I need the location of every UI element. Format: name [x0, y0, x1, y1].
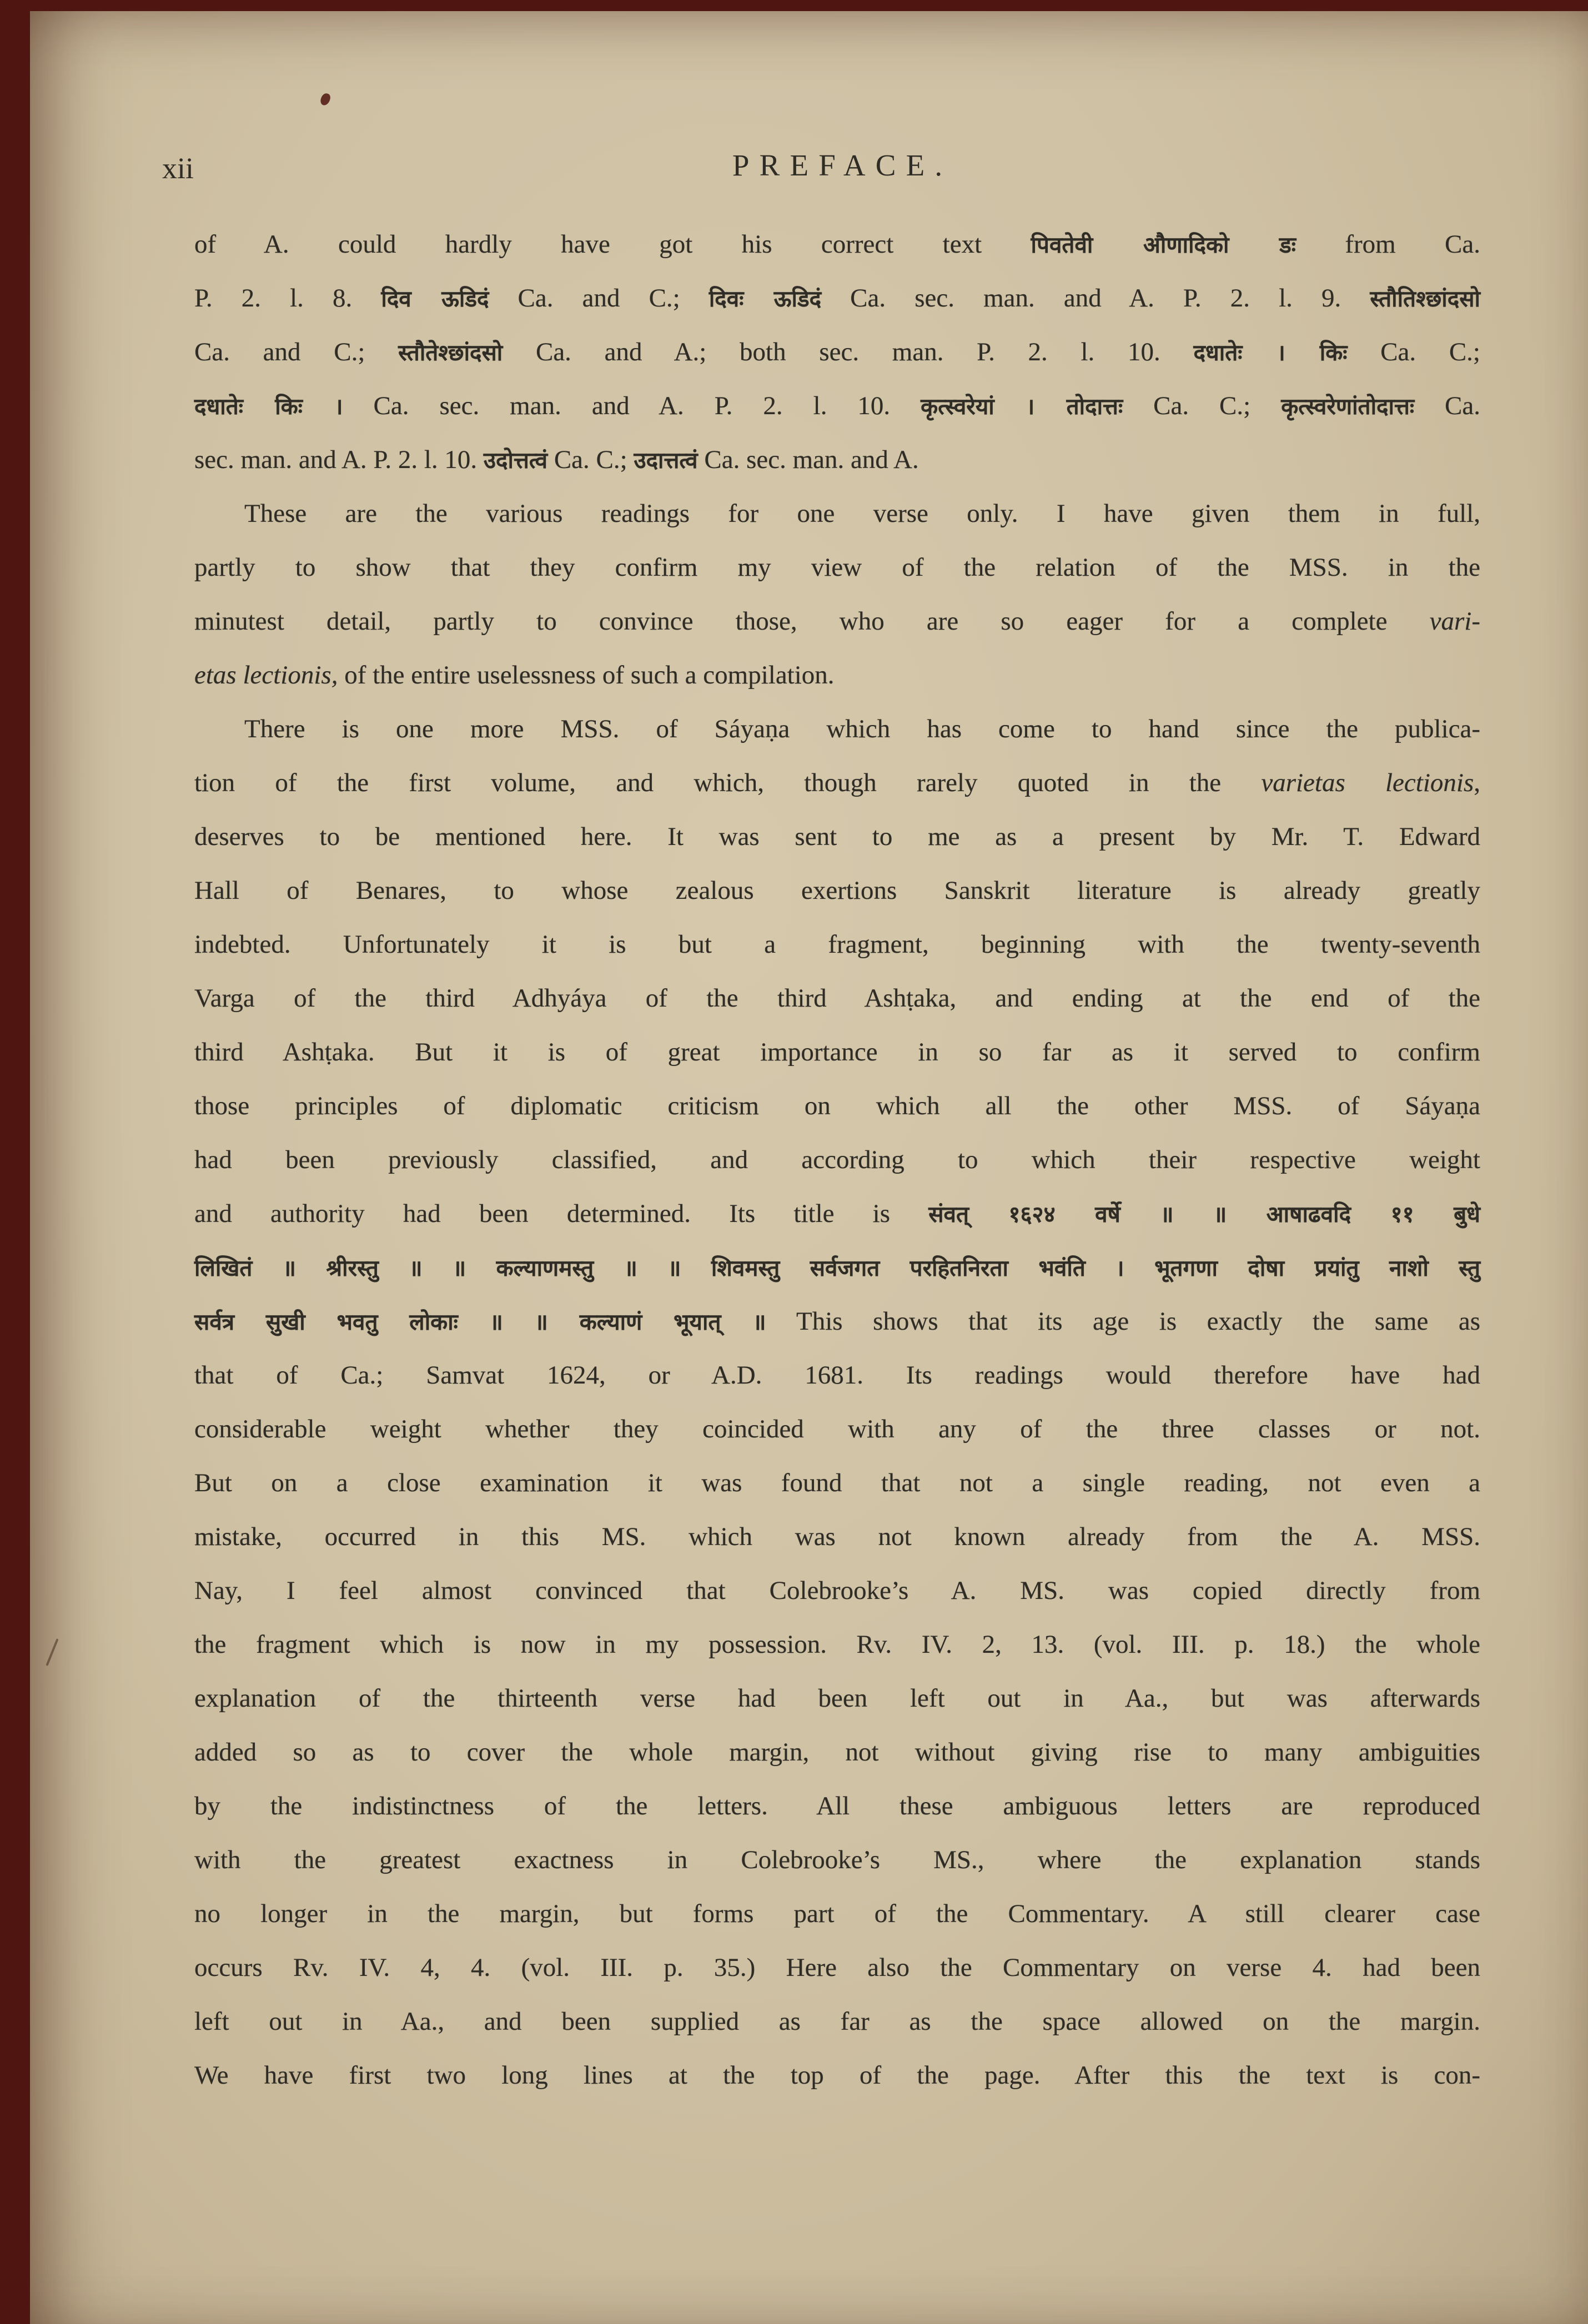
- text-run: Ca. sec. man. and A. P. 2. l. 10.: [343, 391, 921, 420]
- text-run: We have first two long lines at the top of the page. After this the text is con-: [194, 2061, 1480, 2090]
- text-run: Varga of the third Adhyáya of the third Ashṭaka, and ending at the end of the: [194, 984, 1480, 1013]
- devanagari-text-run: दिव ऊडिदं: [381, 285, 489, 312]
- text-line: [194, 1241, 1480, 1295]
- italic-text-run: vari-: [1429, 607, 1480, 636]
- devanagari-text-run: दधातेः । किः: [1193, 339, 1348, 366]
- text-line: [194, 972, 1480, 1025]
- book-page: [30, 11, 1588, 2324]
- text-line: [194, 1833, 1480, 1887]
- devanagari-text-run: स्तौतेश्छांदसो: [398, 339, 503, 366]
- text-line: [194, 1672, 1480, 1726]
- text-run: partly to show that they confirm my view of the relation of the MSS. in the: [194, 553, 1480, 582]
- ink-speck: [319, 92, 331, 107]
- devanagari-text-run: लिखितं ॥ श्रीरस्तु ॥ ॥ कल्याणमस्तु ॥ ॥ शिवमस्तु सर्वजगत परहितनिरता भवंति । भूतगणा दोषा प्रयांतु नाशो स्तु: [194, 1255, 1480, 1281]
- text-run: These are the various readings for one verse only. I have given them in full,: [244, 499, 1480, 528]
- text-line: [194, 810, 1480, 864]
- text-line: [194, 541, 1480, 595]
- devanagari-text-run: पिवतेवी औणादिको डः: [1031, 232, 1296, 258]
- text-run: had been previously classified, and according to which their respective weight: [194, 1145, 1480, 1174]
- text-line: [194, 433, 1480, 487]
- devanagari-text-run: दधातेः किः ।: [194, 393, 343, 420]
- text-run: deserves to be mentioned here. It was sent to me as a present by Mr. T. Edward: [194, 822, 1480, 851]
- text-run: third Ashṭaka. But it is of great importance in so far as it served to confirm: [194, 1038, 1480, 1067]
- text-run: mistake, occurred in this MS. which was not known already from the A. MSS.: [194, 1522, 1480, 1551]
- text-run: explanation of the thirteenth verse had been left out in Aa., but was afterwards: [194, 1684, 1480, 1713]
- text-run: from Ca.: [1295, 230, 1480, 259]
- text-line: [194, 702, 1480, 756]
- text-line: [194, 1187, 1480, 1241]
- text-line: [194, 1779, 1480, 1833]
- text-run: Ca. sec. man. and A. P. 2. l. 9.: [821, 284, 1370, 313]
- text-run: P. 2. l. 8.: [194, 284, 381, 313]
- text-run: Hall of Benares, to whose zealous exertions Sanskrit literature is already greatly: [194, 876, 1480, 905]
- text-line: [194, 1995, 1480, 2049]
- text-run: no longer in the margin, but forms part of the Commentary. A still clearer case: [194, 1899, 1480, 1928]
- text-run: minutest detail, partly to convince those, who are so eager for a complete: [194, 607, 1430, 636]
- page-text: [194, 218, 1480, 2102]
- text-run: indebted. Unfortunately it is but a fragment, beginning with the twenty-seventh: [194, 930, 1480, 959]
- text-run: Ca. C.;: [1123, 391, 1282, 420]
- devanagari-text-run: संवत् १६२४ वर्षे ॥ ॥ आषाढवदि ११ बुधे: [928, 1201, 1481, 1228]
- text-run: that of Ca.; Samvat 1624, or A.D. 1681. Its readings would therefore have had: [194, 1361, 1480, 1390]
- text-run: Ca. C.;: [547, 445, 634, 474]
- text-run: tion of the first volume, and which, though rarely quoted in the: [194, 768, 1262, 797]
- text-line: [194, 1726, 1480, 1779]
- scratch-mark: [46, 1638, 58, 1666]
- text-run: Ca. and C.;: [489, 284, 709, 313]
- text-line: [194, 1025, 1480, 1079]
- text-line: [194, 379, 1480, 433]
- text-line: [194, 218, 1480, 271]
- italic-text-run: varietas lectionis: [1261, 768, 1474, 797]
- text-run: of the entire uselessness of such a compilation.: [338, 661, 835, 690]
- devanagari-text-run: स्तौतिश्छांदसो: [1370, 285, 1481, 312]
- text-line: [194, 1510, 1480, 1564]
- text-run: of A. could hardly have got his correct text: [194, 230, 1031, 259]
- devanagari-text-run: उदोत्तत्वं: [483, 447, 548, 474]
- text-line: [194, 1079, 1480, 1133]
- text-line: [194, 271, 1480, 325]
- text-run: Ca. C.;: [1347, 338, 1480, 366]
- text-line: [194, 1349, 1480, 1402]
- text-run: ,: [1474, 768, 1480, 797]
- text-line: [194, 1133, 1480, 1187]
- text-run: and authority had been determined. Its title is: [194, 1199, 929, 1228]
- text-line: [194, 756, 1480, 810]
- text-line: [194, 1941, 1480, 1995]
- text-line: [194, 1618, 1480, 1672]
- text-line: [194, 1887, 1480, 1941]
- text-run: by the indistinctness of the letters. All these ambiguous letters are reproduced: [194, 1792, 1480, 1820]
- text-line: [194, 1295, 1480, 1349]
- text-line: [194, 1456, 1480, 1510]
- devanagari-text-run: दिवः ऊडिदं: [708, 285, 822, 312]
- devanagari-text-run: कृत्स्वरेयां । तोदात्तः: [921, 393, 1123, 420]
- text-run: occurs Rv. IV. 4, 4. (vol. III. p. 35.) Here also the Commentary on verse 4. had been: [194, 1953, 1480, 1982]
- text-line: [194, 595, 1480, 648]
- text-run: left out in Aa., and been supplied as far as the space allowed on the margin.: [194, 2007, 1480, 2036]
- page-number: xii: [162, 152, 194, 185]
- italic-text-run: etas lectionis,: [194, 661, 338, 690]
- text-line: [194, 325, 1480, 379]
- text-line: [194, 1564, 1480, 1618]
- text-run: Ca. and A.; both sec. man. P. 2. l. 10.: [502, 338, 1194, 366]
- text-run: But on a close examination it was found that not a single reading, not even a: [194, 1468, 1480, 1497]
- devanagari-text-run: कृत्स्वरेणांतोदात्तः: [1281, 393, 1415, 420]
- text-run: added so as to cover the whole margin, not without giving rise to many ambiguities: [194, 1738, 1480, 1767]
- text-run: Nay, I feel almost convinced that Colebrooke’s A. MS. was copied directly from: [194, 1576, 1480, 1605]
- text-line: [194, 487, 1480, 541]
- text-line: [194, 864, 1480, 918]
- text-run: with the greatest exactness in Colebrooke’s MS., where the explanation stands: [194, 1845, 1480, 1874]
- running-header: PREFACE.: [732, 148, 953, 182]
- text-run: sec. man. and A. P. 2. l. 10.: [194, 445, 484, 474]
- text-run: Ca. sec. man. and A.: [697, 445, 919, 474]
- text-run: Ca.: [1414, 391, 1480, 420]
- text-line: [194, 648, 1480, 702]
- text-line: [194, 918, 1480, 972]
- text-run: Ca. and C.;: [194, 338, 399, 366]
- devanagari-text-run: उदात्तत्वं: [634, 447, 698, 474]
- text-run: considerable weight whether they coincided with any of the three classes or not.: [194, 1415, 1480, 1443]
- text-line: [194, 2049, 1480, 2102]
- text-run: those principles of diplomatic criticism on which all the other MSS. of Sáyaṇa: [194, 1091, 1480, 1120]
- text-run: This shows that its age is exactly the same as: [766, 1307, 1481, 1336]
- text-run: the fragment which is now in my possession. Rv. IV. 2, 13. (vol. III. p. 18.) the whole: [194, 1630, 1480, 1659]
- text-line: [194, 1402, 1480, 1456]
- text-run: There is one more MSS. of Sáyaṇa which has come to hand since the publica-: [244, 715, 1480, 743]
- devanagari-text-run: सर्वत्र सुखी भवतु लोकाः ॥ ॥ कल्याणं भूयात् ॥: [194, 1309, 766, 1335]
